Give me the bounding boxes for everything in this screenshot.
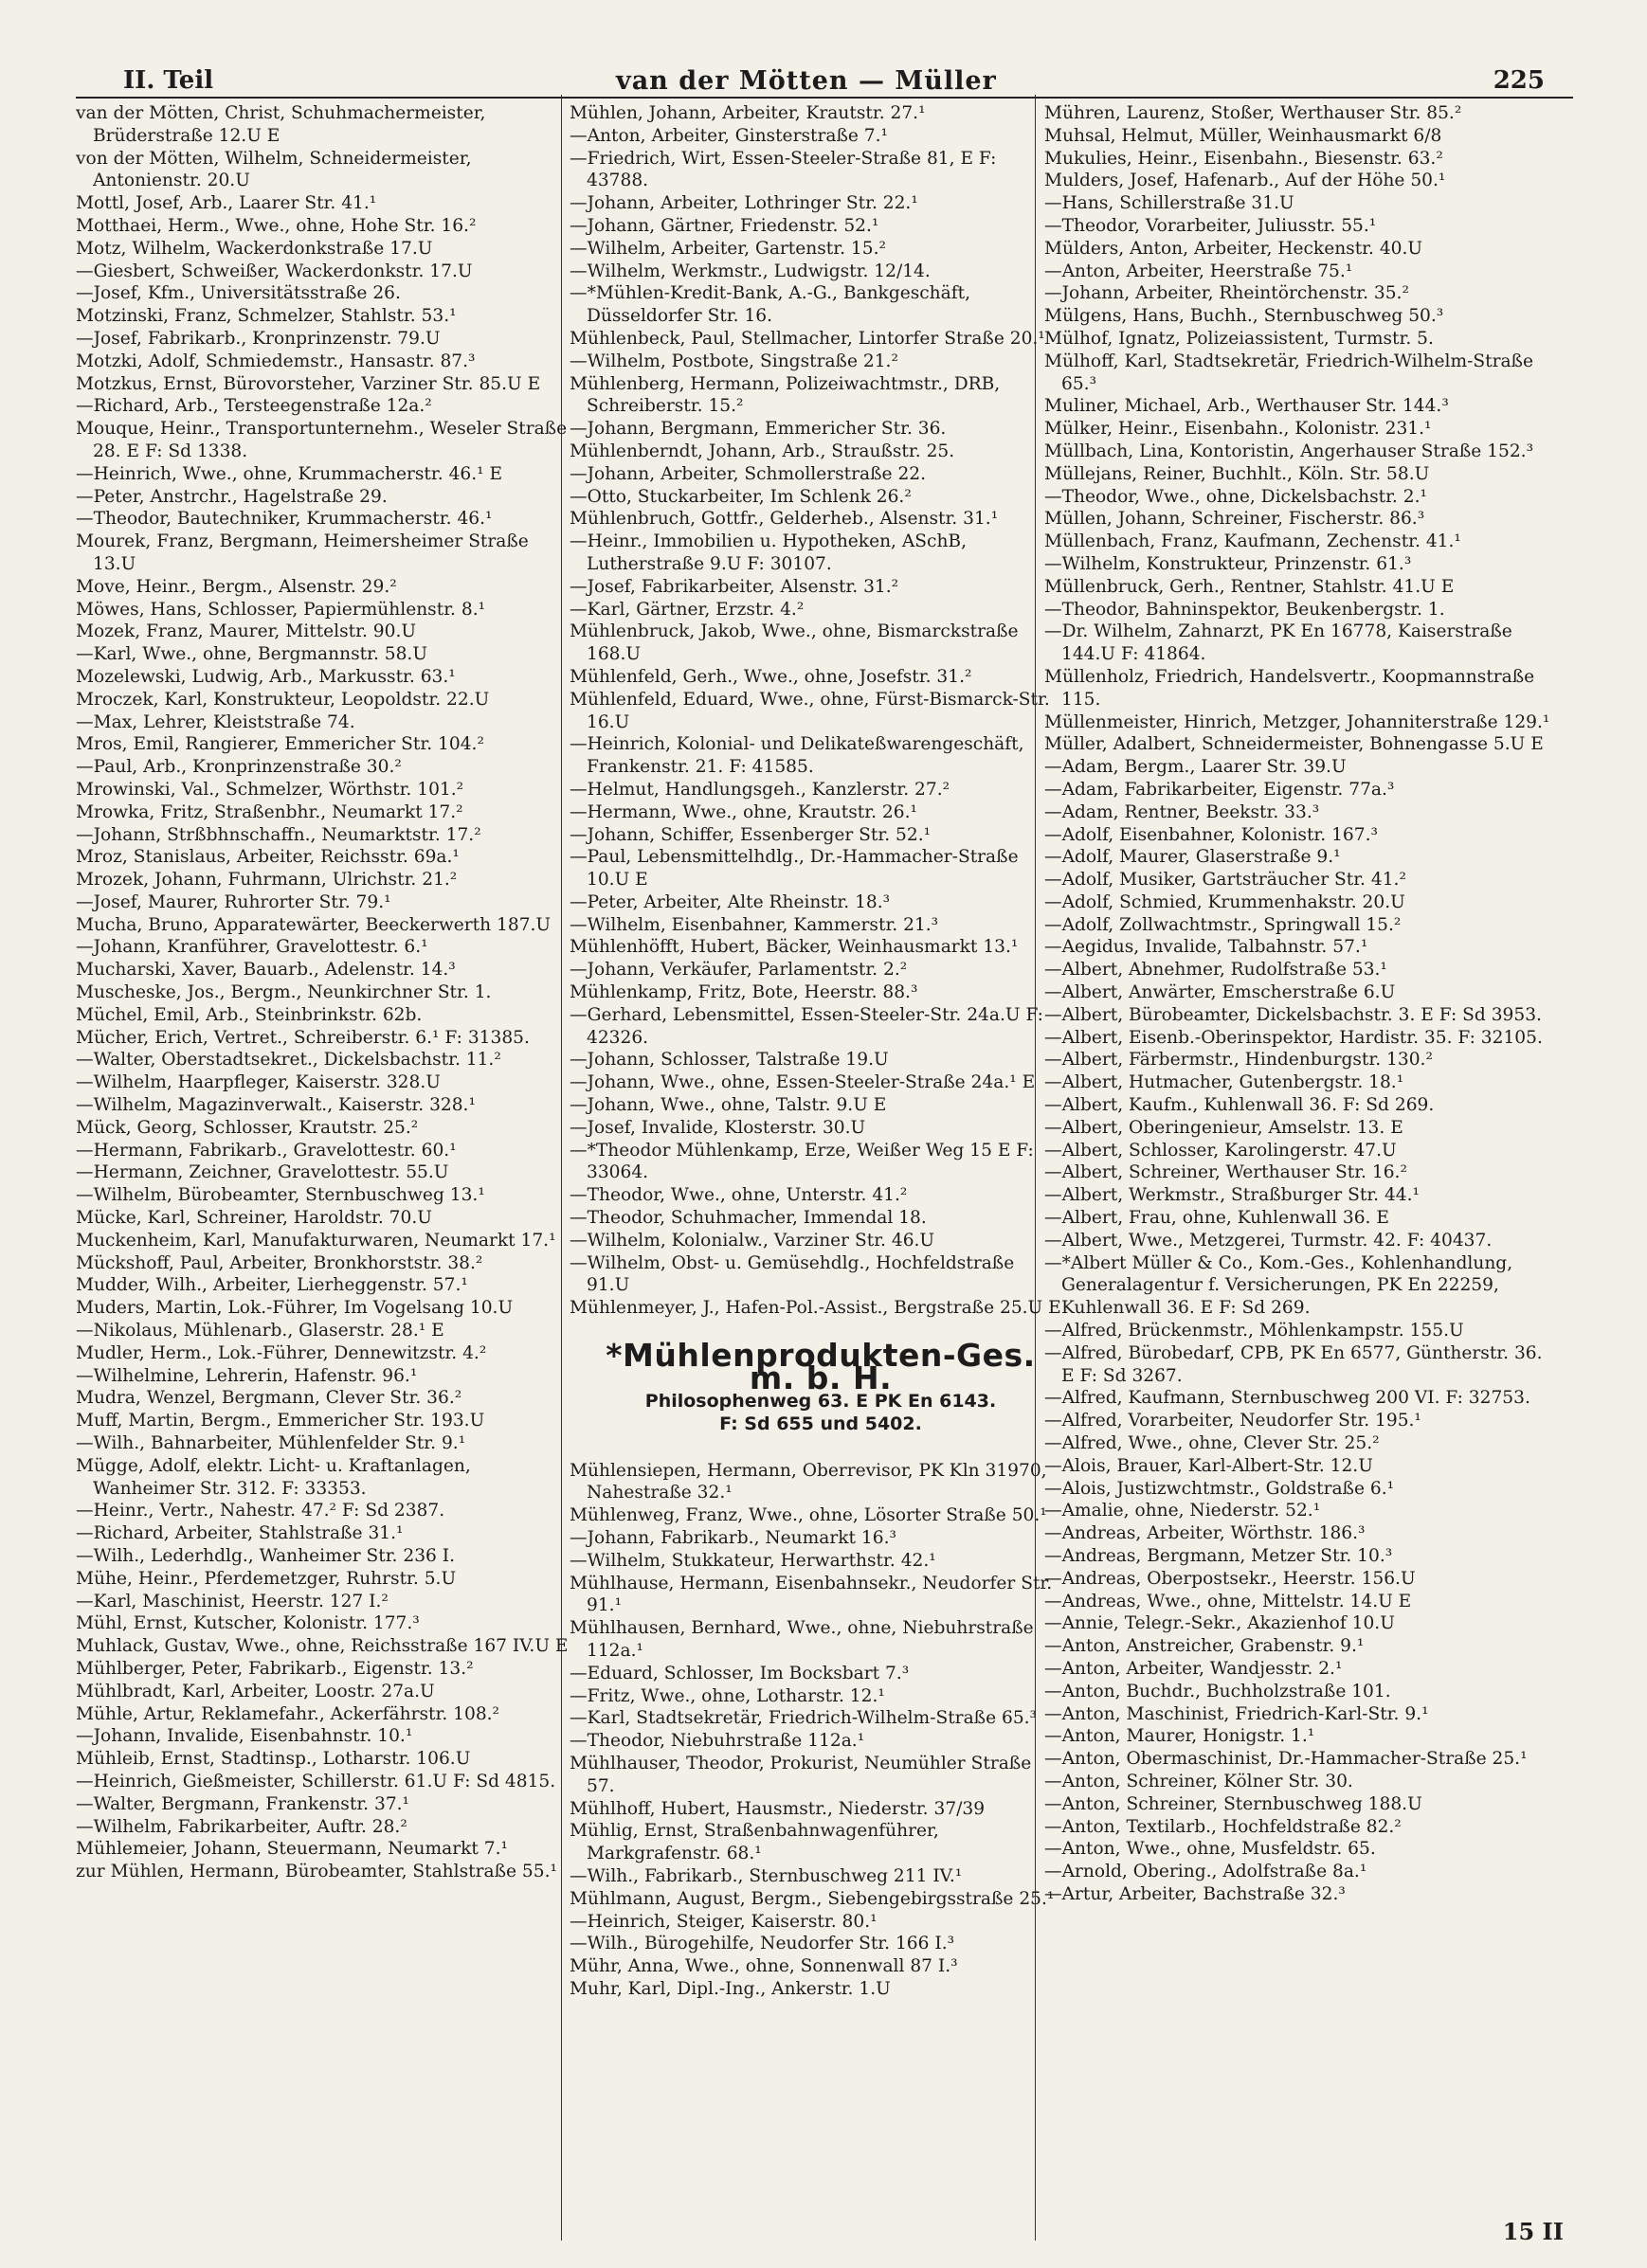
directory-entry: —Josef, Invalide, Klosterstr. 30.U [570, 1117, 866, 1138]
directory-entry: —Alfred, Wwe., ohne, Clever Str. 25.² [1044, 1433, 1380, 1454]
directory-entry: Mühr, Anna, Wwe., ohne, Sonnenwall 87 I.³ [570, 1956, 958, 1977]
directory-entry: —Gerhard, Lebensmittel, Essen-Steeler-Str. 24a.U F: 42326. [570, 1004, 1043, 1048]
directory-entry: —Wilh., Fabrikarb., Sternbuschweg 211 IV.¹ [570, 1865, 963, 1886]
directory-entry: —Albert, Eisenb.-Oberinspektor, Hardistr. 35. F: 32105. [1044, 1027, 1543, 1048]
directory-entry: —Adolf, Zollwachtmstr., Springwall 15.² [1044, 914, 1402, 935]
directory-entry: —Paul, Arb., Kronprinzenstraße 30.² [76, 757, 402, 778]
directory-entry: Muhlack, Gustav, Wwe., ohne, Reichsstraße 167 IV.U E [76, 1636, 569, 1657]
directory-entry: —Eduard, Schlosser, Im Bocksbart 7.³ [570, 1663, 910, 1683]
advertisement [579, 1337, 1062, 1435]
directory-entry: Mühlhoff, Hubert, Hausmstr., Niederstr. 37/39 [570, 1798, 986, 1819]
directory-entry: —Johann, Strßbhnschaffn., Neumarktstr. 17.² [76, 824, 481, 845]
directory-entry: —Karl, Wwe., ohne, Bergmannstr. 58.U [76, 644, 428, 665]
directory-entry: Mühlhauser, Theodor, Prokurist, Neumühler Straße 57. [570, 1753, 1032, 1796]
directory-entry: van der Mötten, Christ, Schuhmachermeister, Brüderstraße 12.U E [76, 103, 486, 146]
directory-entry: —Albert, Frau, ohne, Kuhlenwall 36. E [1044, 1208, 1389, 1229]
directory-entry: Mühlen, Johann, Arbeiter, Krautstr. 27.¹ [570, 103, 926, 123]
directory-entry: Muckenheim, Karl, Manufakturwaren, Neumarkt 17.¹ [76, 1230, 556, 1251]
directory-entry: zur Mühlen, Hermann, Bürobeamter, Stahlstraße 55.¹ [76, 1862, 557, 1882]
directory-entry: Mühlenbruck, Jakob, Wwe., ohne, Bismarckstraße 168.U [570, 621, 1019, 665]
directory-entry: Mühlenkamp, Fritz, Bote, Heerstr. 88.³ [570, 982, 918, 1003]
directory-entry: Muhsal, Helmut, Müller, Weinhausmarkt 6/8 [1044, 125, 1442, 146]
directory-entry: —Adolf, Musiker, Gartsträucher Str. 41.² [1044, 870, 1406, 891]
directory-entry: Mühlenberg, Hermann, Polizeiwachtmstr., DRB, Schreiberstr. 15.² [570, 373, 1001, 417]
directory-entry: —Wilhelm, Bürobeamter, Sternbuschweg 13.¹ [76, 1185, 485, 1206]
directory-entry: —Theodor, Schuhmacher, Immendal 18. [570, 1208, 927, 1229]
directory-entry: —Anton, Schreiner, Sternbuschweg 188.U [1044, 1793, 1422, 1814]
directory-entry: —Albert, Hutmacher, Gutenbergstr. 18.¹ [1044, 1072, 1404, 1093]
directory-entry: —Wilhelm, Arbeiter, Gartenstr. 15.² [570, 238, 886, 259]
directory-entry: Mühl, Ernst, Kutscher, Kolonistr. 177.³ [76, 1613, 420, 1634]
directory-entry: —Wilhelm, Kolonialw., Varziner Str. 46.U [570, 1230, 935, 1251]
column-1 [76, 102, 569, 1883]
directory-entry: —Adam, Fabrikarbeiter, Eigenstr. 77a.³ [1044, 779, 1395, 800]
directory-entry: —Richard, Arb., Tersteegenstraße 12a.² [76, 396, 432, 417]
directory-entry: Mühlenberndt, Johann, Arb., Straußstr. 25. [570, 441, 955, 461]
page-number: 225 [1493, 66, 1545, 95]
directory-entry: —Wilhelmine, Lehrerin, Hafenstr. 96.¹ [76, 1365, 418, 1386]
directory-entry: —Alfred, Brückenmstr., Möhlenkampstr. 155.U [1044, 1321, 1464, 1341]
directory-entry: —Alfred, Kaufmann, Sternbuschweg 200 VI. F: 32753. [1044, 1388, 1530, 1409]
directory-entry: —Dr. Wilhelm, Zahnarzt, PK En 16778, Kaiserstraße 144.U F: 41864. [1044, 621, 1512, 665]
directory-entry: —Wilhelm, Fabrikarbeiter, Auftr. 28.² [76, 1816, 407, 1837]
directory-entry: —Johann, Arbeiter, Lothringer Str. 22.¹ [570, 193, 918, 214]
directory-entry: —Johann, Kranführer, Gravelottestr. 6.¹ [76, 937, 428, 958]
directory-entry: —Anton, Schreiner, Kölner Str. 30. [1044, 1771, 1353, 1791]
directory-entry: —Wilhelm, Haarpfleger, Kaiserstr. 328.U [76, 1072, 441, 1093]
directory-entry: Mroczek, Karl, Konstrukteur, Leopoldstr. 22.U [76, 689, 490, 710]
directory-entry: —Anton, Textilarb., Hochfeldstraße 82.² [1044, 1816, 1402, 1837]
directory-entry: Mühleib, Ernst, Stadtinsp., Lotharstr. 106.U [76, 1749, 471, 1770]
directory-entry: —Albert, Abnehmer, Rudolfstraße 53.¹ [1044, 960, 1387, 981]
directory-entry: Müllenmeister, Hinrich, Metzger, Johanniterstraße 129.¹ [1044, 711, 1550, 732]
directory-entry: —Anton, Buchdr., Buchholzstraße 101. [1044, 1681, 1391, 1701]
directory-entry: —Hermann, Fabrikarb., Gravelottestr. 60.¹ [76, 1140, 457, 1161]
directory-entry: —Hermann, Wwe., ohne, Krautstr. 26.¹ [570, 801, 917, 822]
directory-entry: Müllbach, Lina, Kontoristin, Angerhauser Straße 152.³ [1044, 441, 1534, 461]
directory-entry: —*Theodor Mühlenkamp, Erze, Weißer Weg 15 E F: 33064. [570, 1140, 1034, 1183]
directory-entry: —Heinrich, Kolonial- und Delikateßwarengeschäft, Frankenstr. 21. F: 41585. [570, 734, 1024, 778]
directory-entry: Motz, Wilhelm, Wackerdonkstraße 17.U [76, 238, 433, 259]
directory-entry: Mühren, Laurenz, Stoßer, Werthauser Str. 85.² [1044, 103, 1462, 123]
directory-entry: —Heinr., Vertr., Nahestr. 47.² F: Sd 2387. [76, 1501, 445, 1521]
directory-entry: —*Mühlen-Kredit-Bank, A.-G., Bankgeschäft, Düsseldorfer Str. 16. [570, 283, 971, 327]
directory-entry: —Anton, Maschinist, Friedrich-Karl-Str. 9.¹ [1044, 1703, 1429, 1724]
directory-entry: —Arnold, Obering., Adolfstraße 8a.¹ [1044, 1862, 1367, 1882]
directory-entry: —Peter, Anstrchr., Hagelstraße 29. [76, 486, 388, 507]
directory-entry: —Heinrich, Steiger, Kaiserstr. 80.¹ [570, 1911, 878, 1932]
directory-entry: —Heinr., Immobilien u. Hypotheken, ASchB, Lutherstraße 9.U F: 30107. [570, 531, 968, 574]
directory-entry: —Anton, Obermaschinist, Dr.-Hammacher-Straße 25.¹ [1044, 1749, 1528, 1770]
directory-entry: Mottl, Josef, Arb., Laarer Str. 41.¹ [76, 193, 377, 214]
directory-entry: —Albert, Schlosser, Karolingerstr. 47.U [1044, 1140, 1397, 1161]
directory-entry: Mühe, Heinr., Pferdemetzger, Ruhrstr. 5.U [76, 1568, 457, 1589]
directory-entry: Mühlenhöfft, Hubert, Bäcker, Weinhausmarkt 13.¹ [570, 937, 1019, 958]
directory-entry: —Andreas, Arbeiter, Wörthstr. 186.³ [1044, 1523, 1366, 1544]
directory-entry: —*Albert Müller & Co., Kom.-Ges., Kohlenhandlung, Generalagentur f. Versicherungen, PK En 22259, Kuhlenwall 36. E F: Sd 269. [1044, 1252, 1513, 1319]
directory-entry: —Wilhelm, Postbote, Singstraße 21.² [570, 351, 898, 371]
directory-entry: —Albert, Schreiner, Werthauser Str. 16.² [1044, 1162, 1407, 1183]
directory-entry: Mühlenbruch, Gottfr., Gelderheb., Alsenstr. 31.¹ [570, 509, 999, 530]
directory-entry: —Albert, Färbermstr., Hindenburgstr. 130.² [1044, 1050, 1433, 1071]
directory-entry: —Johann, Verkäufer, Parlamentstr. 2.² [570, 960, 908, 981]
directory-entry: Müllejans, Reiner, Buchhlt., Köln. Str. 58.U [1044, 463, 1430, 484]
directory-entry: Mück, Georg, Schlosser, Krautstr. 25.² [76, 1117, 419, 1138]
directory-entry: Mudra, Wenzel, Bergmann, Clever Str. 36.² [76, 1388, 462, 1409]
header-rule [76, 97, 1573, 99]
directory-entry: —Richard, Arbeiter, Stahlstraße 31.¹ [76, 1523, 404, 1544]
directory-entry: Move, Heinr., Bergm., Alsenstr. 29.² [76, 576, 397, 597]
directory-entry: —Albert, Bürobeamter, Dickelsbachstr. 3. E F: Sd 3953. [1044, 1004, 1542, 1025]
directory-entry: Motzkus, Ernst, Bürovorsteher, Varziner Str. 85.U E [76, 373, 541, 394]
directory-entry: —Annie, Telegr.-Sekr., Akazienhof 10.U [1044, 1613, 1395, 1634]
directory-entry: Müllenholz, Friedrich, Handelsvertr., Koopmannstraße 115. [1044, 666, 1535, 710]
ad-title: *Mühlenprodukten-Ges. m. b. H. [606, 1337, 1036, 1396]
page-header [123, 66, 1545, 104]
directory-entry: —Andreas, Oberpostsekr., Heerstr. 156.U [1044, 1568, 1416, 1589]
directory-entry: —Wilhelm, Werkmstr., Ludwigstr. 12/14. [570, 261, 931, 281]
directory-entry: Mücher, Erich, Vertret., Schreiberstr. 6.¹ F: 31385. [76, 1027, 530, 1048]
directory-entry: —Albert, Kaufm., Kuhlenwall 36. F: Sd 269. [1044, 1095, 1435, 1116]
directory-entry: —Adolf, Maurer, Glaserstraße 9.¹ [1044, 847, 1341, 868]
directory-entry: Mukulies, Heinr., Eisenbahn., Biesenstr. 63.² [1044, 148, 1443, 169]
running-head: van der Mötten — Müller [616, 66, 997, 96]
directory-entry: —Johann, Arbeiter, Schmollerstraße 22. [570, 463, 927, 484]
signature-mark: 15 II [1502, 2218, 1564, 2245]
directory-entry: Mucharski, Xaver, Bauarb., Adelenstr. 14.³ [76, 960, 456, 981]
directory-entry: Müllenbruck, Gerh., Rentner, Stahlstr. 41.U E [1044, 576, 1455, 597]
directory-entry: —Andreas, Bergmann, Metzer Str. 10.³ [1044, 1546, 1393, 1566]
directory-entry: —Adam, Rentner, Beekstr. 33.³ [1044, 801, 1320, 822]
directory-entry: Mros, Emil, Rangierer, Emmericher Str. 104.² [76, 734, 484, 755]
directory-entry: —Karl, Gärtner, Erzstr. 4.² [570, 599, 805, 620]
directory-entry: Mourek, Franz, Bergmann, Heimersheimer Straße 13.U [76, 531, 529, 574]
directory-entry: —Helmut, Handlungsgeh., Kanzlerstr. 27.² [570, 779, 950, 800]
directory-entry: —Friedrich, Wirt, Essen-Steeler-Straße 81, E F: 43788. [570, 148, 997, 191]
directory-entry: —Anton, Arbeiter, Heerstraße 75.¹ [1044, 261, 1353, 281]
directory-entry: —Johann, Arbeiter, Rheintörchenstr. 35.² [1044, 283, 1409, 304]
directory-entry: —Johann, Fabrikarb., Neumarkt 16.³ [570, 1528, 896, 1549]
directory-entry: Mühlhause, Hermann, Eisenbahnsekr., Neudorfer Str. 91.¹ [570, 1573, 1053, 1616]
directory-entry: —Amalie, ohne, Niederstr. 52.¹ [1044, 1501, 1321, 1521]
directory-entry: —Johann, Wwe., ohne, Talstr. 9.U E [570, 1095, 887, 1116]
directory-entry: —Walter, Bergmann, Frankenstr. 37.¹ [76, 1793, 410, 1814]
directory-entry: Mühlemeier, Johann, Steuermann, Neumarkt 7.¹ [76, 1839, 508, 1860]
directory-entry: Mudder, Wilh., Arbeiter, Lierheggenstr. 57.¹ [76, 1275, 468, 1296]
directory-entry: —Adam, Bergm., Laarer Str. 39.U [1044, 757, 1347, 778]
directory-entry: —Karl, Stadtsekretär, Friedrich-Wilhelm-Straße 65.³ [570, 1708, 1038, 1729]
directory-entry: —Johann, Gärtner, Friedenstr. 52.¹ [570, 215, 879, 236]
directory-entry: —Theodor, Wwe., ohne, Unterstr. 41.² [570, 1185, 908, 1206]
directory-entry: —Alois, Brauer, Karl-Albert-Str. 12.U [1044, 1455, 1373, 1476]
directory-entry: —Wilhelm, Magazinverwalt., Kaiserstr. 328.¹ [76, 1095, 476, 1116]
directory-entry: Mügge, Adolf, elektr. Licht- u. Kraftanlagen, Wanheimer Str. 312. F: 33353. [76, 1455, 471, 1499]
directory-entry: Mucha, Bruno, Apparatewärter, Beeckerwerth 187.U [76, 914, 552, 935]
directory-entry: Mülhof, Ignatz, Polizeiassistent, Turmstr. 5. [1044, 328, 1434, 349]
directory-entry: Mrowinski, Val., Schmelzer, Wörthstr. 101.² [76, 779, 464, 800]
directory-entry: —Hermann, Zeichner, Gravelottestr. 55.U [76, 1162, 449, 1183]
directory-entry: Muliner, Michael, Arb., Werthauser Str. 144.³ [1044, 396, 1449, 417]
directory-entry: Mühlberger, Peter, Fabrikarb., Eigenstr. 13.² [76, 1658, 474, 1679]
directory-entry: —Albert, Wwe., Metzgerei, Turmstr. 42. F: 40437. [1044, 1230, 1493, 1251]
directory-entry: Müller, Adalbert, Schneidermeister, Bohnengasse 5.U E [1044, 734, 1544, 755]
directory-entry: —Paul, Lebensmittelhdlg., Dr.-Hammacher-Straße 10.U E [570, 847, 1019, 891]
directory-entry: Mühle, Artur, Reklamefahr., Ackerfährstr. 108.² [76, 1703, 500, 1724]
directory-entry: —Wilh., Lederhdlg., Wanheimer Str. 236 I. [76, 1546, 456, 1566]
directory-entry: Mückshoff, Paul, Arbeiter, Bronkhorststr. 38.² [76, 1252, 483, 1273]
directory-entry: —Wilh., Bürogehilfe, Neudorfer Str. 166 I.³ [570, 1934, 955, 1954]
directory-entry: Muff, Martin, Bergm., Emmericher Str. 193.U [76, 1411, 485, 1431]
directory-entry: —Johann, Bergmann, Emmericher Str. 36. [570, 419, 947, 440]
directory-entry: Mühlenweg, Franz, Wwe., ohne, Lösorter Straße 50.¹ [570, 1505, 1047, 1526]
directory-entry: Mülker, Heinr., Eisenbahn., Kolonistr. 231.¹ [1044, 419, 1432, 440]
directory-entry: —Anton, Maurer, Honigstr. 1.¹ [1044, 1726, 1315, 1747]
directory-entry: Mühlig, Ernst, Straßenbahnwagenführer, Markgrafenstr. 68.¹ [570, 1821, 939, 1864]
directory-entry: Mouque, Heinr., Transportunternehm., Weseler Straße 28. E F: Sd 1338. [76, 419, 568, 461]
directory-entry: Muders, Martin, Lok.-Führer, Im Vogelsang 10.U [76, 1298, 514, 1319]
directory-entry: Mrozek, Johann, Fuhrmann, Ulrichstr. 21.² [76, 870, 458, 891]
directory-entry: Mozek, Franz, Maurer, Mittelstr. 90.U [76, 621, 417, 642]
directory-entry: —Aegidus, Invalide, Talbahnstr. 57.¹ [1044, 937, 1368, 958]
directory-entry: —Adolf, Schmied, Krummenhakstr. 20.U [1044, 891, 1405, 912]
directory-entry: —Otto, Stuckarbeiter, Im Schlenk 26.² [570, 486, 912, 507]
directory-entry: —Theodor, Vorarbeiter, Juliusstr. 55.¹ [1044, 215, 1377, 236]
directory-entry: Mozelewski, Ludwig, Arb., Markusstr. 63.¹ [76, 666, 456, 687]
directory-entry: Mülhoff, Karl, Stadtsekretär, Friedrich-Wilhelm-Straße 65.³ [1044, 351, 1533, 394]
directory-entry: —Anton, Anstreicher, Grabenstr. 9.¹ [1044, 1636, 1365, 1657]
directory-entry: —Artur, Arbeiter, Bachstraße 32.³ [1044, 1883, 1346, 1904]
directory-entry: —Alfred, Bürobedarf, CPB, PK En 6577, Güntherstr. 36. E F: Sd 3267. [1044, 1342, 1543, 1386]
directory-entry: —Josef, Fabrikarbeiter, Alsenstr. 31.² [570, 576, 899, 597]
directory-entry: —Albert, Oberingenieur, Amselstr. 13. E [1044, 1117, 1403, 1138]
directory-entry: —Nikolaus, Mühlenarb., Glaserstr. 28.¹ E [76, 1321, 444, 1341]
directory-entry: Mühlmann, August, Bergm., Siebengebirgsstraße 25.¹ [570, 1888, 1055, 1909]
directory-entry: —Alfred, Vorarbeiter, Neudorfer Str. 195.¹ [1044, 1411, 1421, 1431]
directory-entry: Motzinski, Franz, Schmelzer, Stahlstr. 53.¹ [76, 306, 457, 327]
directory-entry: —Wilh., Bahnarbeiter, Mühlenfelder Str. 9.¹ [76, 1433, 466, 1454]
directory-entry: —Theodor, Bahninspektor, Beukenbergstr. 1. [1044, 599, 1445, 620]
directory-entry: —Heinrich, Wwe., ohne, Krummacherstr. 46.¹ E [76, 463, 503, 484]
directory-entry: —Johann, Wwe., ohne, Essen-Steeler-Straße 24a.¹ E [570, 1072, 1036, 1093]
directory-entry: —Josef, Fabrikarb., Kronprinzenstr. 79.U [76, 328, 441, 349]
directory-entry: —Fritz, Wwe., ohne, Lotharstr. 12.¹ [570, 1685, 885, 1706]
directory-entry: Motthaei, Herm., Wwe., ohne, Hohe Str. 16.² [76, 215, 477, 236]
directory-entry: Mrowka, Fritz, Straßenbhr., Neumarkt 17.² [76, 801, 463, 822]
directory-entry: —Theodor, Wwe., ohne, Dickelsbachstr. 2.¹ [1044, 486, 1427, 507]
directory-entry: —Wilhelm, Konstrukteur, Prinzenstr. 61.³ [1044, 553, 1412, 574]
directory-entry: Mühlenfeld, Eduard, Wwe., ohne, Fürst-Bismarck-Str. 16.U [570, 689, 1050, 732]
ad-line: F: Sd 655 und 5402. [719, 1413, 922, 1434]
directory-entry: —Wilhelm, Obst- u. Gemüsehdlg., Hochfeldstraße 91.U [570, 1252, 1015, 1296]
directory-entry: —Johann, Schlosser, Talstraße 19.U [570, 1050, 889, 1071]
directory-entry: —Alois, Justizwchtmstr., Goldstraße 6.¹ [1044, 1478, 1395, 1499]
directory-entry: Mülders, Anton, Arbeiter, Heckenstr. 40.U [1044, 238, 1423, 259]
column-2-entries-continued [570, 1460, 1062, 2001]
directory-entry: —Heinrich, Gießmeister, Schillerstr. 61.U F: Sd 4815. [76, 1771, 556, 1791]
directory-entry: —Anton, Arbeiter, Ginsterstraße 7.¹ [570, 125, 888, 146]
directory-entry: —Albert, Werkmstr., Straßburger Str. 44.¹ [1044, 1185, 1421, 1206]
directory-entry: —Johann, Invalide, Eisenbahnstr. 10.¹ [76, 1726, 413, 1747]
directory-entry: —Josef, Kfm., Universitätsstraße 26. [76, 283, 401, 304]
directory-entry: —Max, Lehrer, Kleiststraße 74. [76, 711, 355, 732]
directory-entry: Mühlenbeck, Paul, Stellmacher, Lintorfer Straße 20.¹ [570, 328, 1045, 349]
directory-entry: Mulders, Josef, Hafenarb., Auf der Höhe 50.¹ [1044, 171, 1446, 191]
directory-entry: Mühlhausen, Bernhard, Wwe., ohne, Niebuhrstraße 112a.¹ [570, 1618, 1034, 1661]
directory-entry: —Walter, Oberstadtsekret., Dickelsbachstr. 11.² [76, 1050, 501, 1071]
directory-entry: —Wilhelm, Eisenbahner, Kammerstr. 21.³ [570, 914, 939, 935]
directory-entry: —Theodor, Bautechniker, Krummacherstr. 46.¹ [76, 509, 493, 530]
directory-entry: —Wilhelm, Stukkateur, Herwarthstr. 42.¹ [570, 1550, 936, 1571]
directory-entry: Mücke, Karl, Schreiner, Haroldstr. 70.U [76, 1208, 432, 1229]
section-label: II. Teil [123, 66, 214, 95]
directory-entry: Mühlbradt, Karl, Arbeiter, Loostr. 27a.U [76, 1681, 435, 1701]
directory-entry: Mudler, Herm., Lok.-Führer, Dennewitzstr. 4.² [76, 1342, 487, 1363]
column-2 [570, 102, 1062, 2001]
directory-entry: Müchel, Emil, Arb., Steinbrinkstr. 62b. [76, 1004, 423, 1025]
directory-entry: Mühlensiepen, Hermann, Oberrevisor, PK Kln 31970, Nahestraße 32.¹ [570, 1460, 1047, 1503]
directory-entry: —Hans, Schillerstraße 31.U [1044, 193, 1294, 214]
directory-entry: —Albert, Anwärter, Emscherstraße 6.U [1044, 982, 1396, 1003]
column-3 [1044, 102, 1558, 1906]
directory-entry: Möwes, Hans, Schlosser, Papiermühlenstr. 8.¹ [76, 599, 486, 620]
directory-entry: Muhr, Karl, Dipl.-Ing., Ankerstr. 1.U [570, 1978, 891, 1999]
directory-entry: Mülgens, Hans, Buchh., Sternbuschweg 50.³ [1044, 306, 1444, 327]
directory-entry: —Karl, Maschinist, Heerstr. 127 I.² [76, 1591, 389, 1611]
column-2-entries [570, 102, 1062, 1320]
directory-entry: —Theodor, Niebuhrstraße 112a.¹ [570, 1731, 865, 1752]
ad-line: Philosophenweg 63. E PK En 6143. [644, 1390, 997, 1412]
directory-entry: Müllenbach, Franz, Kaufmann, Zechenstr. 41.¹ [1044, 531, 1461, 552]
directory-entry: Mroz, Stanislaus, Arbeiter, Reichsstr. 69a.¹ [76, 847, 460, 868]
directory-entry: —Andreas, Wwe., ohne, Mittelstr. 14.U E [1044, 1591, 1412, 1611]
directory-entry: Muscheske, Jos., Bergm., Neunkirchner Str. 1. [76, 982, 492, 1003]
directory-entry: —Giesbert, Schweißer, Wackerdonkstr. 17.U [76, 261, 473, 281]
directory-entry: Motzki, Adolf, Schmiedemstr., Hansastr. 87.³ [76, 351, 476, 371]
directory-entry: —Adolf, Eisenbahner, Kolonistr. 167.³ [1044, 824, 1378, 845]
directory-entry: —Anton, Wwe., ohne, Musfeldstr. 65. [1044, 1839, 1376, 1860]
directory-entry: Mühlenfeld, Gerh., Wwe., ohne, Josefstr. 31.² [570, 666, 972, 687]
directory-entry: Mühlenmeyer, J., Hafen-Pol.-Assist., Bergstraße 25.U E [570, 1298, 1061, 1319]
directory-entry: von der Mötten, Wilhelm, Schneidermeister, Antonienstr. 20.U [76, 148, 472, 191]
directory-entry: —Johann, Schiffer, Essenberger Str. 52.¹ [570, 824, 932, 845]
directory-entry: —Anton, Arbeiter, Wandjesstr. 2.¹ [1044, 1658, 1343, 1679]
directory-entry: —Josef, Maurer, Ruhrorter Str. 79.¹ [76, 891, 391, 912]
directory-entry: Müllen, Johann, Schreiner, Fischerstr. 86.³ [1044, 509, 1425, 530]
directory-entry: —Peter, Arbeiter, Alte Rheinstr. 18.³ [570, 891, 891, 912]
